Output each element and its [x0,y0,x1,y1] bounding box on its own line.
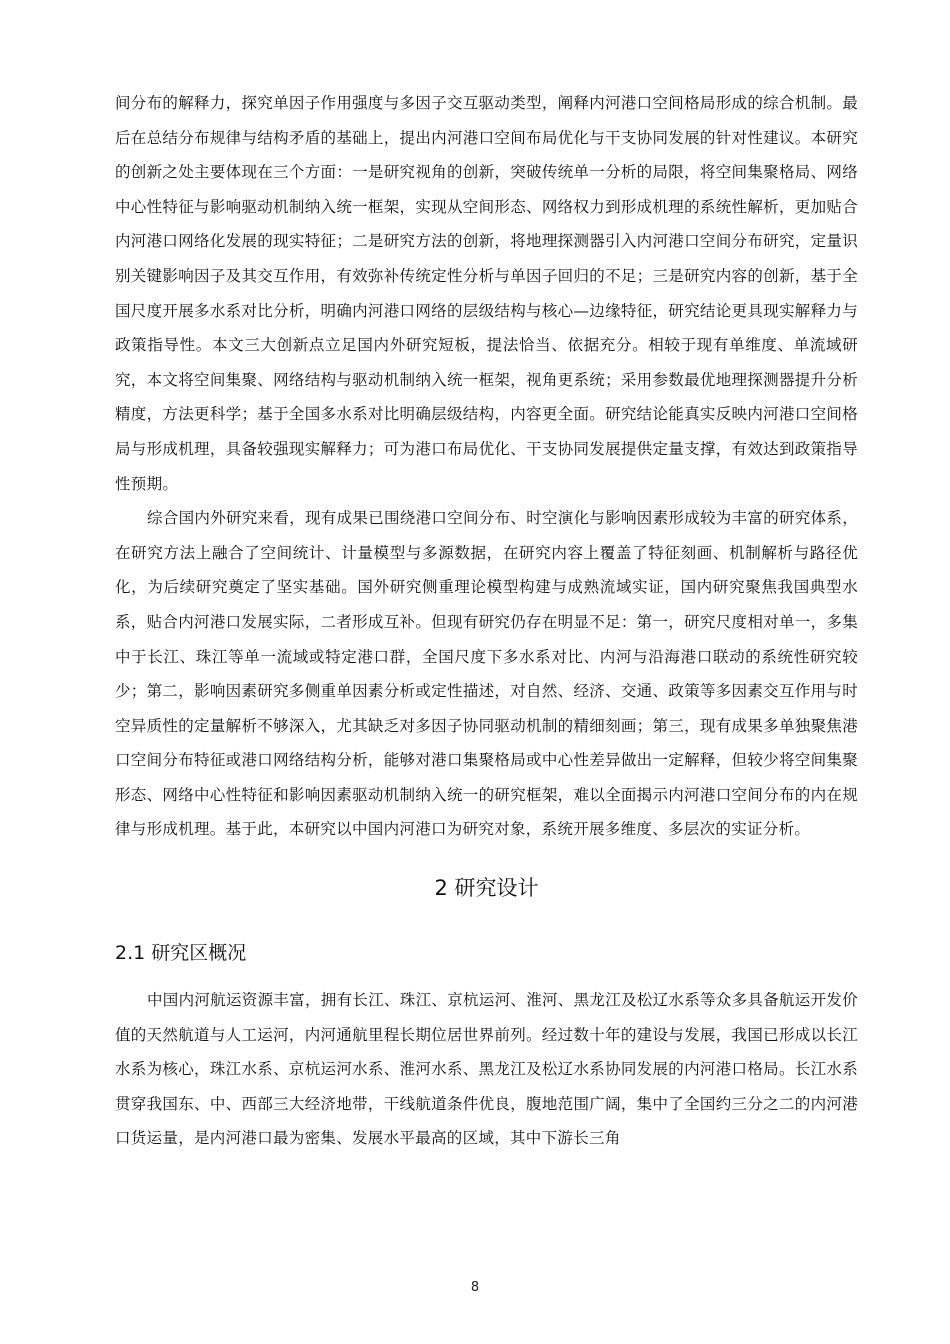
body-paragraph-3: 中国内河航运资源丰富，拥有长江、珠江、京杭运河、淮河、黑龙江及松辽水系等众多具备航运开发价值的天然航道与人工运河，内河通航里程长期位居世界前列。经过数十年的建设与发展，我国已形成以长江水系为核心，珠江水系、京杭运河水系、淮河水系、黑龙江及松辽水系协同发展的内河港口格局。长江水系贯穿我国东、中、西部三大经济地带，干线航道条件优良，腹地范围广阔，集中了全国约三分之二的内河港口货运量，是内河港口最为密集、发展水平最高的区域，其中下游长三角 [115,991,859,1148]
section-heading: 2 研究设计 [434,876,539,901]
body-paragraph-2: 综合国内外研究来看，现有成果已围绕港口空间分布、时空演化与影响因素形成较为丰富的研究体系，在研究方法上融合了空间统计、计量模型与多源数据，在研究内容上覆盖了特征刻画、机制解析与路径优化，为后续研究奠定了坚实基础。国外研究侧重理论模型构建与成熟流域实证，国内研究聚焦我国典型水系，贴合内河港口发展实际，二者形成互补。但现有研究仍存在明显不足：第一，研究尺度相对单一，多集中于长江、珠江等单一流域或特定港口群，全国尺度下多水系对比、内河与沿海港口联动的系统性研究较少；第二，影响因素研究多侧重单因素分析或定性描述，对自然、经济、交通、政策等多因素交互作用与时空异质性的定量解析不够深入，尤其缺乏对多因子协同驱动机制的精细刻画；第三，现有成果多单独聚焦港口空间分布特征或港口网络结构分析，能够对港口集聚格局或中心性差异做出一定解释，但较少将空间集聚形态、网络中心性特征和影响因素驱动机制纳入统一的研究框架，难以全面揭示内河港口空间分布的内在规律与形成机理。基于此，本研究以中国内河港口为研究对象，系统开展多维度、多层次的实证分析。 [115,509,859,839]
page-body [115,86,858,1156]
body-paragraph-1: 间分布的解释力，探究单因子作用强度与多因子交互驱动类型，阐释内河港口空间格局形成的综合机制。最后在总结分布规律与结构矛盾的基础上，提出内河港口空间布局优化与干支协同发展的针对性建议。本研究的创新之处主要体现在三个方面：一是研究视角的创新，突破传统单一分析的局限，将空间集聚格局、网络中心性特征与影响驱动机制纳入统一框架，实现从空间形态、网络权力到形成机理的系统性解析，更加贴合内河港口网络化发展的现实特征；二是研究方法的创新，将地理探测器引入内河港口空间分布研究，定量识别关键影响因子及其交互作用，有效弥补传统定性分析与单因子回归的不足；三是研究内容的创新，基于全国尺度开展多水系对比分析，明确内河港口网络的层级结构与核心—边缘特征，研究结论更具现实解释力与政策指导性。本文三大创新点立足国内外研究短板，提法恰当、依据充分。相较于现有单维度、单流域研究，本文将空间集聚、网络结构与驱动机制纳入统一框架，视角更系统；采用参数最优地理探测器提升分析精度，方法更科学；基于全国多水系对比明确层级结构，内容更全面。研究结论能真实反映内河港口空间格局与形成机理，具备较强现实解释力；可为港口布局优化、干支协同发展提供定量支撑，有效达到政策指导性预期。 [115,94,858,493]
page-number: 8 [470,1280,480,1295]
subsection-heading: 2.1 研究区概况 [115,942,247,965]
